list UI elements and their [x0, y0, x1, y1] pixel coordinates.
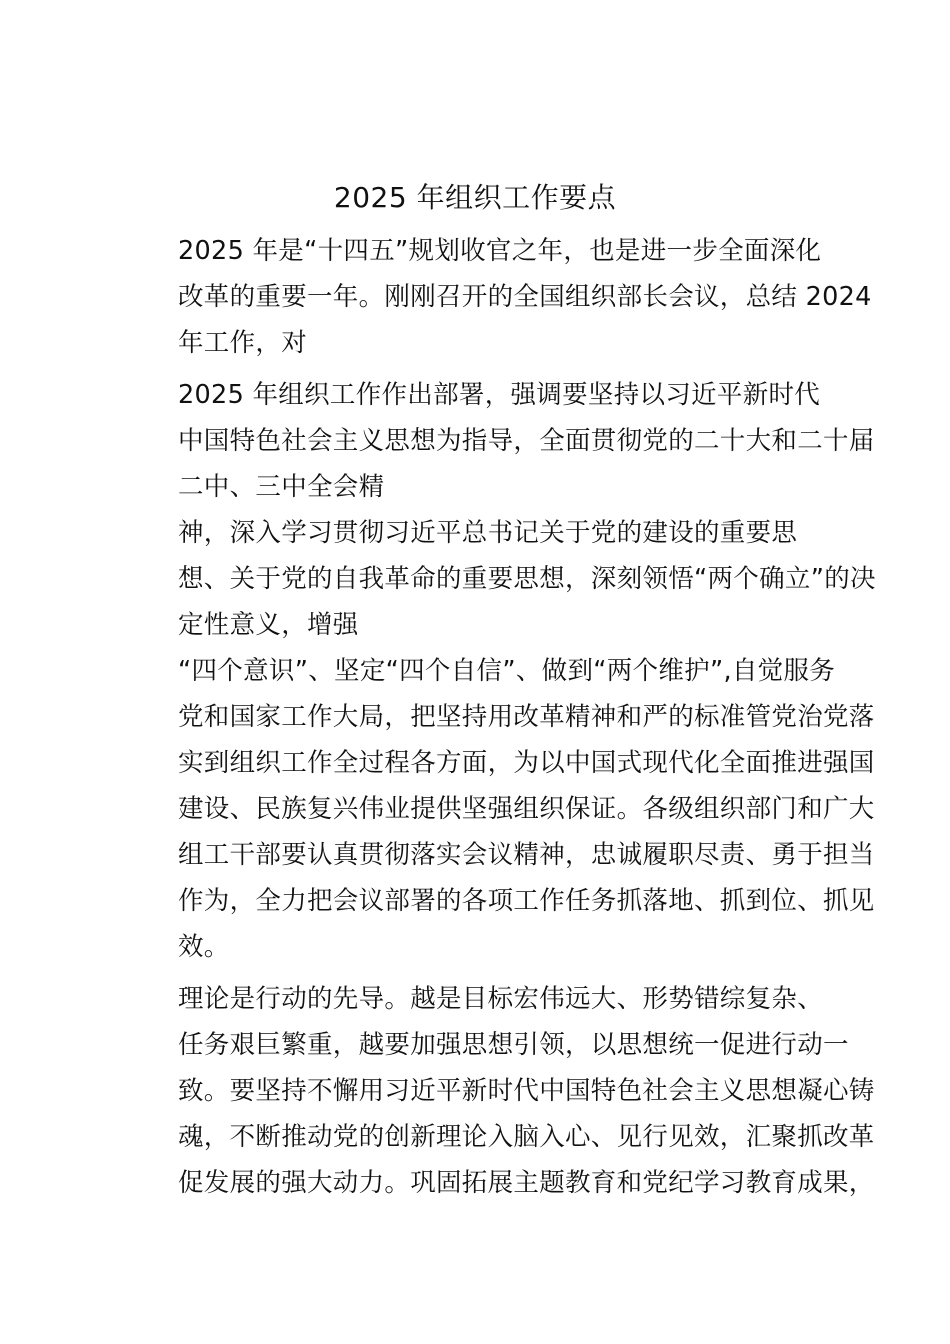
- paragraph-2: [127, 372, 875, 510]
- paragraph-4: [127, 648, 875, 970]
- text-line: 理论是行动的先导。越是目标宏伟远大、形势错综复杂、: [178, 984, 824, 1014]
- document-title: 2025 年组织工作要点: [333, 181, 617, 214]
- text-line: 致。要坚持不懈用习近平新时代中国特色社会主义思想凝心铸: [178, 1076, 875, 1106]
- text-line: 任务艰巨繁重，越要加强思想引领，以思想统一促进行动一: [178, 1030, 849, 1060]
- text-line: 建设、民族复兴伟业提供坚强组织保证。各级组织部门和广大: [178, 794, 875, 824]
- paragraph-5: [127, 976, 875, 1206]
- text-line: 魂，不断推动党的创新理论入脑入心、见行见效，汇聚抓改革: [178, 1122, 875, 1152]
- paragraph-3: [127, 510, 876, 648]
- text-line: 中国特色社会主义思想为指导，全面贯彻党的二十大和二十届: [178, 426, 875, 456]
- text-line: 党和国家工作大局，把坚持用改革精神和严的标准管党治党落: [178, 702, 875, 732]
- text-line: 作为，全力把会议部署的各项工作任务抓落地、抓到位、抓见: [178, 886, 875, 916]
- text-line: 实到组织工作全过程各方面，为以中国式现代化全面推进强国: [178, 748, 875, 778]
- document-body: [127, 228, 876, 1206]
- text-line: 2025 年是“十四五”规划收官之年，也是进一步全面深化: [178, 236, 822, 266]
- paragraph-1: [127, 228, 872, 366]
- text-line: 促发展的强大动力。巩固拓展主题教育和党纪学习教育成果，: [178, 1168, 875, 1198]
- text-line: 年工作，对: [178, 328, 308, 358]
- text-line: 二中、三中全会精: [178, 472, 385, 502]
- text-line: 神，深入学习贯彻习近平总书记关于党的建设的重要思: [178, 518, 798, 548]
- text-line: 效。: [178, 932, 230, 962]
- text-line: 2025 年组织工作作出部署，强调要坚持以习近平新时代: [178, 380, 821, 410]
- text-line: 定性意义，增强: [178, 610, 359, 640]
- text-line: “四个意识”、坚定“四个自信”、做到“两个维护”,自觉服务: [178, 656, 836, 686]
- text-line: 改革的重要一年。刚刚召开的全国组织部长会议，总结 2024: [178, 282, 872, 312]
- text-line: 想、关于党的自我革命的重要思想，深刻领悟“两个确立”的决: [178, 564, 876, 594]
- text-line: 组工干部要认真贯彻落实会议精神，忠诚履职尽责、勇于担当: [178, 840, 875, 870]
